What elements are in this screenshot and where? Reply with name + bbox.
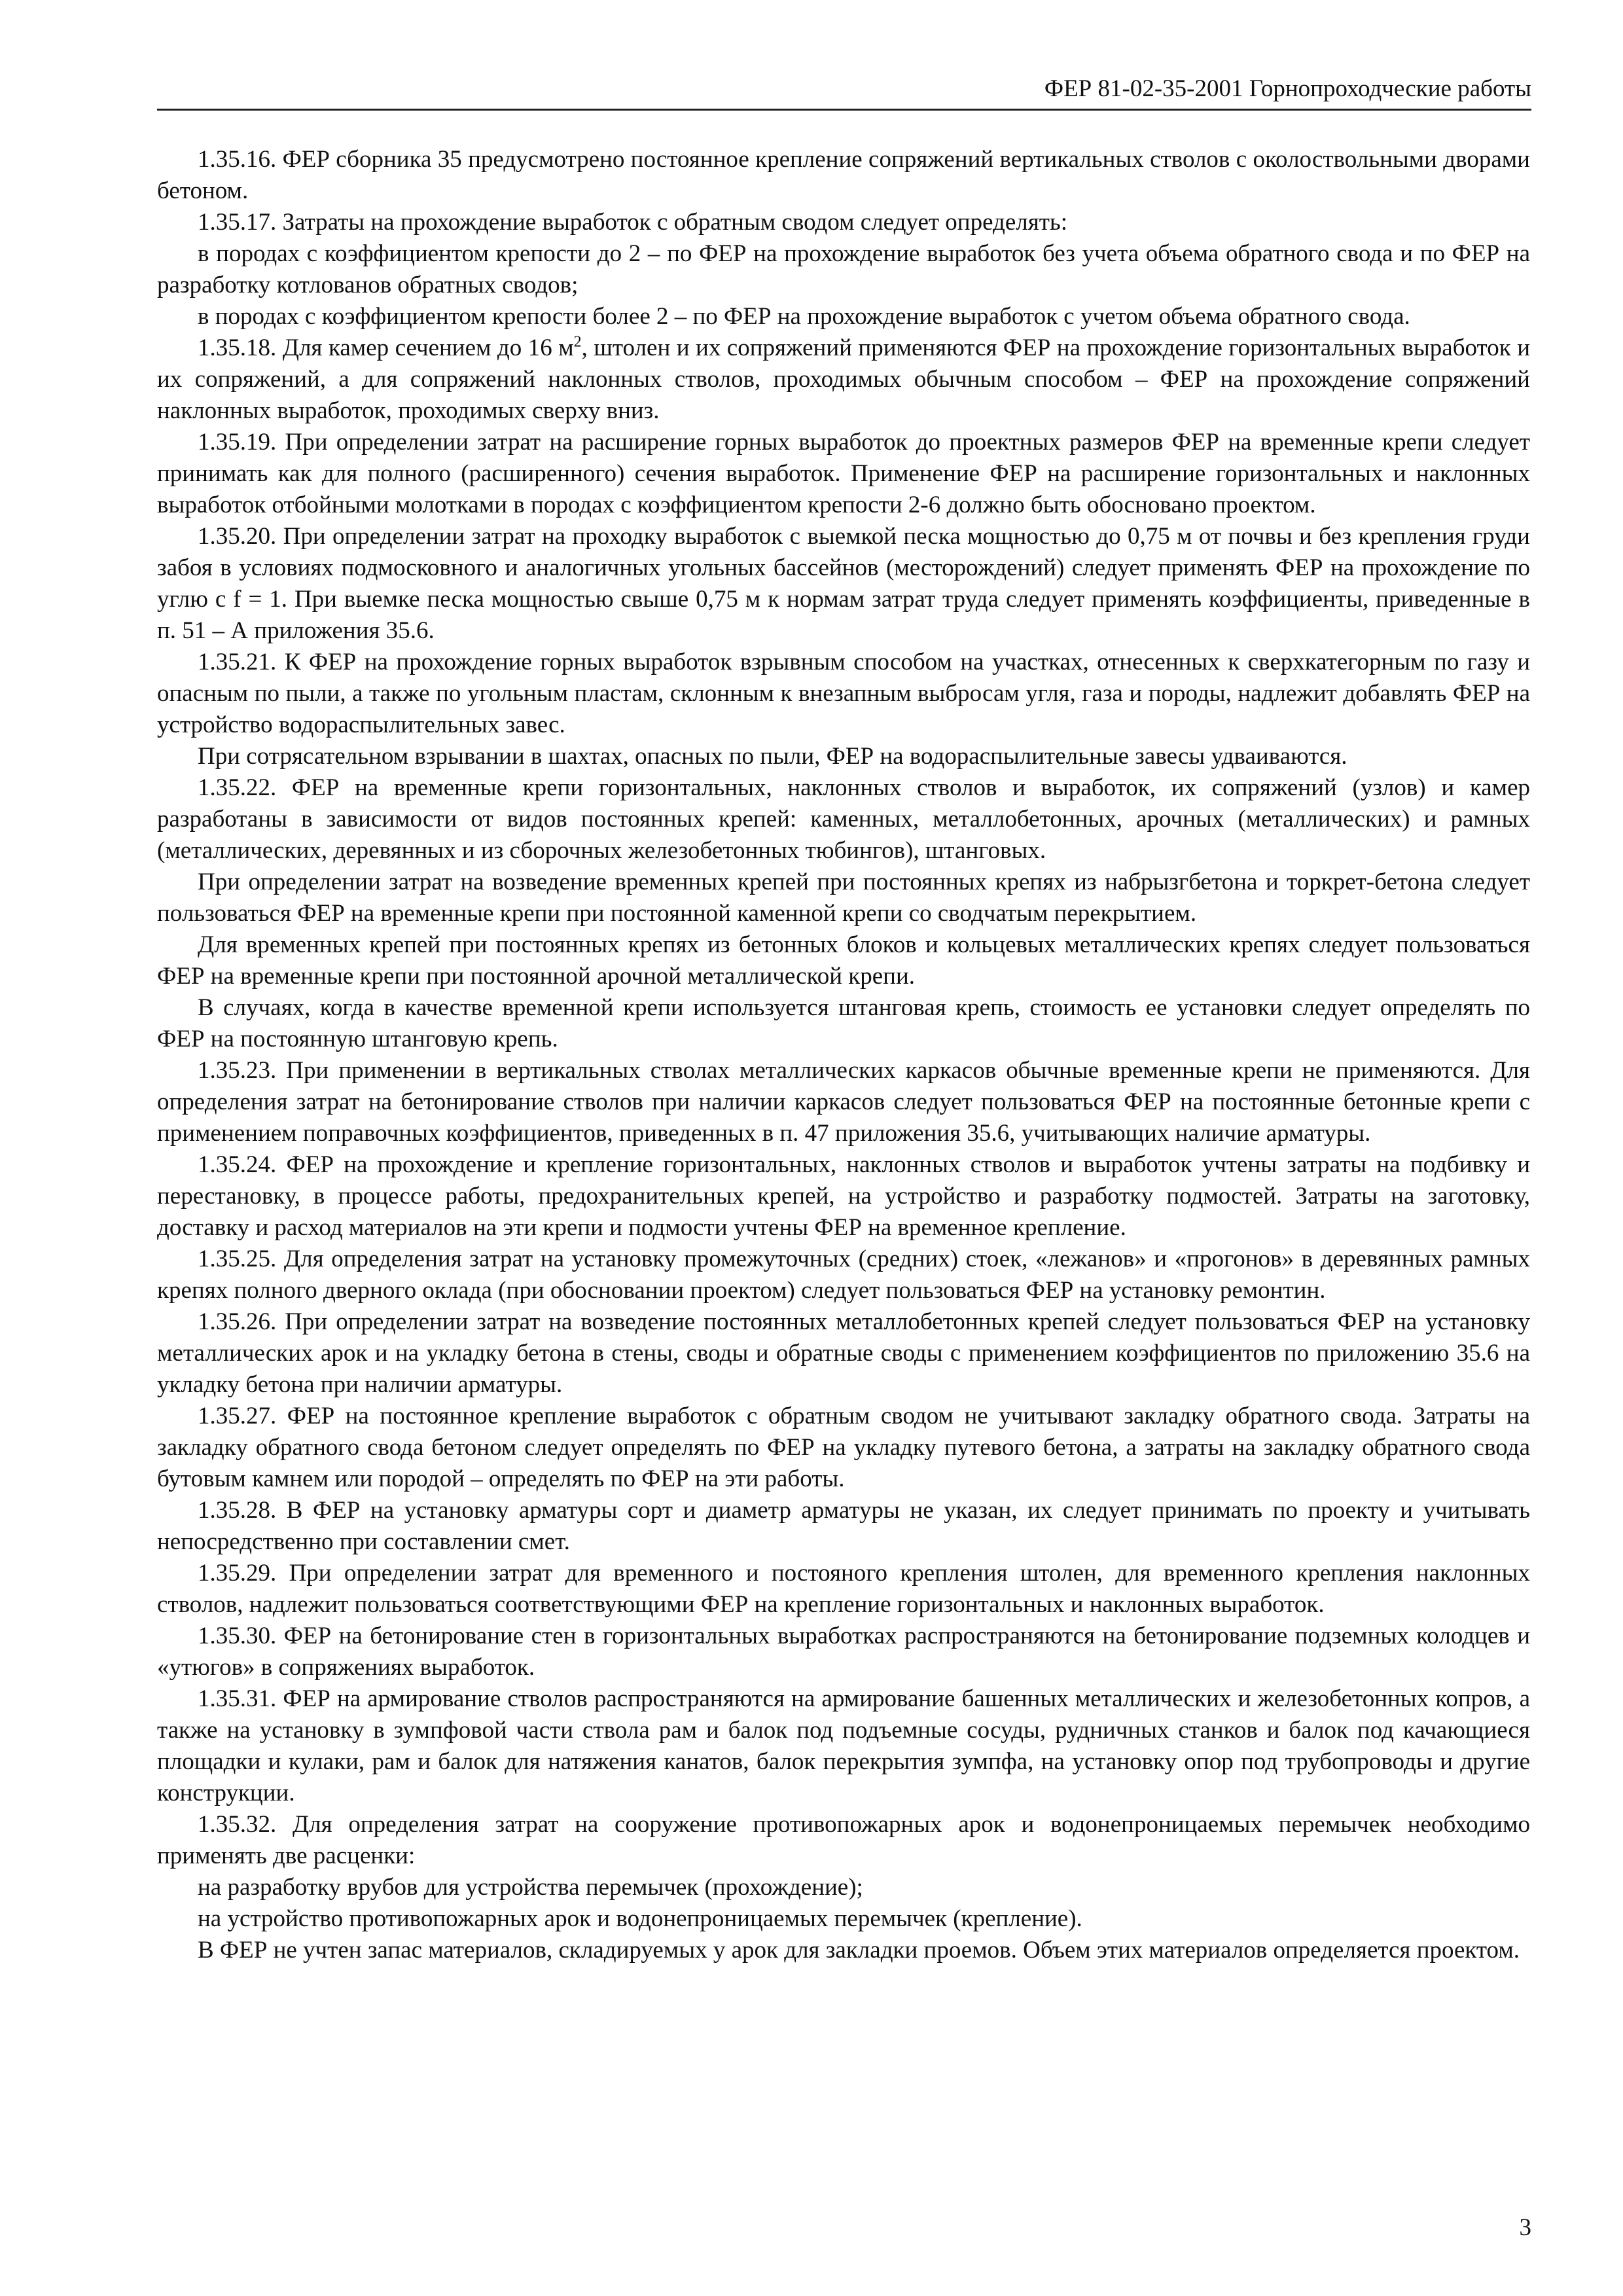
paragraph-1-35-22: 1.35.22. ФЕР на временные крепи горизонтальных, наклонных стволов и выработок, их сопряжений (узлов) и камер разработаны в зависимости от видов постоянных крепей: каменных, металлобетонных, арочных (металлических) и рамных (металлических, деревянных и из сборочных железобетонных тюбингов), штанговых. — [157, 774, 1530, 864]
paragraph-1-35-25: 1.35.25. Для определения затрат на установку промежуточных (средних) стоек, «лежанов» и «прогонов» в деревянных рамных крепях полного дверного оклада (при обосновании проектом) следует пользоваться ФЕР на установку ремонтин. — [157, 1246, 1530, 1304]
paragraph-1-35-20: 1.35.20. При определении затрат на проходку выработок с выемкой песка мощностью до 0,75 м от почвы и без крепления груди забоя в условиях подмосковного и аналогичных угольных бассейнов (месторождений) следует применять ФЕР на прохождение по углю с f = 1. При выемке песка мощностью свыше 0,75 м к нормам затрат труда следует применять коэффициенты, приведенные в п. 51 – А приложения 35.6. — [157, 523, 1530, 644]
paragraph-1-35-18 — [157, 332, 1530, 427]
paragraph-1-35-32-item-2: на устройство противопожарных арок и водонепроницаемых перемычек (крепление). — [198, 1905, 1082, 1932]
paragraph-1-35-31: 1.35.31. ФЕР на армирование стволов распространяются на армирование башенных металлических и железобетонных копров, а также на установку в зумпфовой части ствола рам и балок под подъемные сосуды, рудничных станков и балок под качающиеся площадки и кулаки, рам и балок для натяжения канатов, балок перекрытия зумпфа, на установку опор под трубопроводы и другие конструкции. — [157, 1685, 1530, 1806]
paragraph-1-35-26: 1.35.26. При определении затрат на возведение постоянных металлобетонных крепей следует пользоваться ФЕР на установку металлических арок и на укладку бетона в стены, своды и обратные своды с применением коэффициентов по приложению 35.6 на укладку бетона при наличии арматуры. — [157, 1308, 1530, 1398]
paragraph-1-35-18-text-end: , штолен и их сопряжений применяются ФЕР на прохождение горизонтальных выработок и их сопряжений, а для сопряжений наклонных стволов, проходимых обычным способом – ФЕР на прохождение сопряжений наклонных выработок, проходимых сверху вниз. — [157, 334, 1530, 424]
page-number: 3 — [1519, 2214, 1531, 2241]
paragraph-1-35-19: 1.35.19. При определении затрат на расширение горных выработок до проектных размеров ФЕР на временные крепи следует принимать как для полного (расширенного) сечения выработок. Применение ФЕР на расширение горизонтальных и наклонных выработок отбойными молотками в породах с коэффициентом крепости 2-6 должно быть обосновано проектом. — [157, 429, 1530, 518]
paragraph-1-35-24: 1.35.24. ФЕР на прохождение и крепление горизонтальных, наклонных стволов и выработок учтены затраты на подбивку и перестановку, в процессе работы, предохранительных крепей, на устройство и разработку подмостей. Затраты на заготовку, доставку и расход материалов на эти крепи и подмости учтены ФЕР на временное крепление. — [157, 1151, 1530, 1241]
paragraph-1-35-17-item-1: в породах с коэффициентом крепости до 2 – по ФЕР на прохождение выработок без учета объема обратного свода и по ФЕР на разработку котлованов обратных сводов; — [157, 240, 1530, 298]
superscript-square: 2 — [573, 333, 582, 351]
paragraph-1-35-22-note-2: Для временных крепей при постоянных крепях из бетонных блоков и кольцевых металлических крепях следует пользоваться ФЕР на временные крепи при постоянной арочной металлической крепи. — [157, 931, 1530, 990]
paragraph-1-35-17-item-2: в породах с коэффициентом крепости более 2 – по ФЕР на прохождение выработок с учетом объема обратного свода. — [198, 303, 1410, 330]
paragraph-1-35-28: 1.35.28. В ФЕР на установку арматуры сорт и диаметр арматуры не указан, их следует принимать по проекту и учитывать непосредственно при составлении смет. — [157, 1497, 1530, 1555]
running-header: ФЕР 81-02-35-2001 Горнопроходческие работы — [157, 73, 1531, 111]
paragraph-1-35-18-text-start: 1.35.18. Для камер сечением до 16 м — [198, 334, 574, 361]
paragraph-1-35-32-item-1: на разработку врубов для устройства перемычек (прохождение); — [198, 1874, 863, 1901]
paragraph-1-35-16: 1.35.16. ФЕР сборника 35 предусмотрено постоянное крепление сопряжений вертикальных стволов с околоствольными дворами бетоном. — [157, 146, 1530, 204]
paragraph-1-35-21: 1.35.21. К ФЕР на прохождение горных выработок взрывным способом на участках, отнесенных к сверхкатегорным по газу и опасным по пыли, а также по угольным пластам, склонным к внезапным выбросам угля, газа и породы, надлежит добавлять ФЕР на устройство водораспылительных завес. — [157, 649, 1530, 738]
paragraph-1-35-22-note-3: В случаях, когда в качестве временной крепи используется штанговая крепь, стоимость ее установки следует определять по ФЕР на постоянную штанговую крепь. — [157, 994, 1530, 1052]
paragraph-1-35-32-note: В ФЕР не учтен запас материалов, складируемых у арок для закладки проемов. Объем этих материалов определяется проектом. — [198, 1937, 1520, 1964]
document-body — [157, 144, 1530, 1966]
paragraph-1-35-27: 1.35.27. ФЕР на постоянное крепление выработок с обратным сводом не учитывают закладку обратного свода. Затраты на закладку обратного свода бетоном следует определять по ФЕР на укладку путевого бетона, а затраты на закладку обратного свода бутовым камнем или породой – определять по ФЕР на эти работы. — [157, 1403, 1530, 1492]
paragraph-1-35-22-note-1: При определении затрат на возведение временных крепей при постоянных крепях из набрызгбетона и торкрет-бетона следует пользоваться ФЕР на временные крепи при постоянной каменной крепи со сводчатым перекрытием. — [157, 869, 1530, 927]
paragraph-1-35-29: 1.35.29. При определении затрат для временного и постояного крепления штолен, для временного крепления наклонных стволов, надлежит пользоваться соответствующими ФЕР на крепление горизонтальных и наклонных выработок. — [157, 1560, 1530, 1618]
paragraph-1-35-30: 1.35.30. ФЕР на бетонирование стен в горизонтальных выработках распространяются на бетонирование подземных колодцев и «утюгов» в сопряжениях выработок. — [157, 1623, 1530, 1681]
paragraph-1-35-21-note: При сотрясательном взрывании в шахтах, опасных по пыли, ФЕР на водораспылительные завесы удваиваются. — [198, 743, 1347, 770]
paragraph-1-35-32: 1.35.32. Для определения затрат на сооружение противопожарных арок и водонепроницаемых перемычек необходимо применять две расценки: — [157, 1811, 1530, 1869]
paragraph-1-35-17: 1.35.17. Затраты на прохождение выработок с обратным сводом следует определять: — [198, 209, 1068, 236]
paragraph-1-35-23: 1.35.23. При применении в вертикальных стволах металлических каркасов обычные временные крепи не применяются. Для определения затрат на бетонирование стволов при наличии каркасов следует пользоваться ФЕР на постоянные бетонные крепи с применением поправочных коэффициентов, приведенных в п. 47 приложения 35.6, учитывающих наличие арматуры. — [157, 1057, 1530, 1147]
